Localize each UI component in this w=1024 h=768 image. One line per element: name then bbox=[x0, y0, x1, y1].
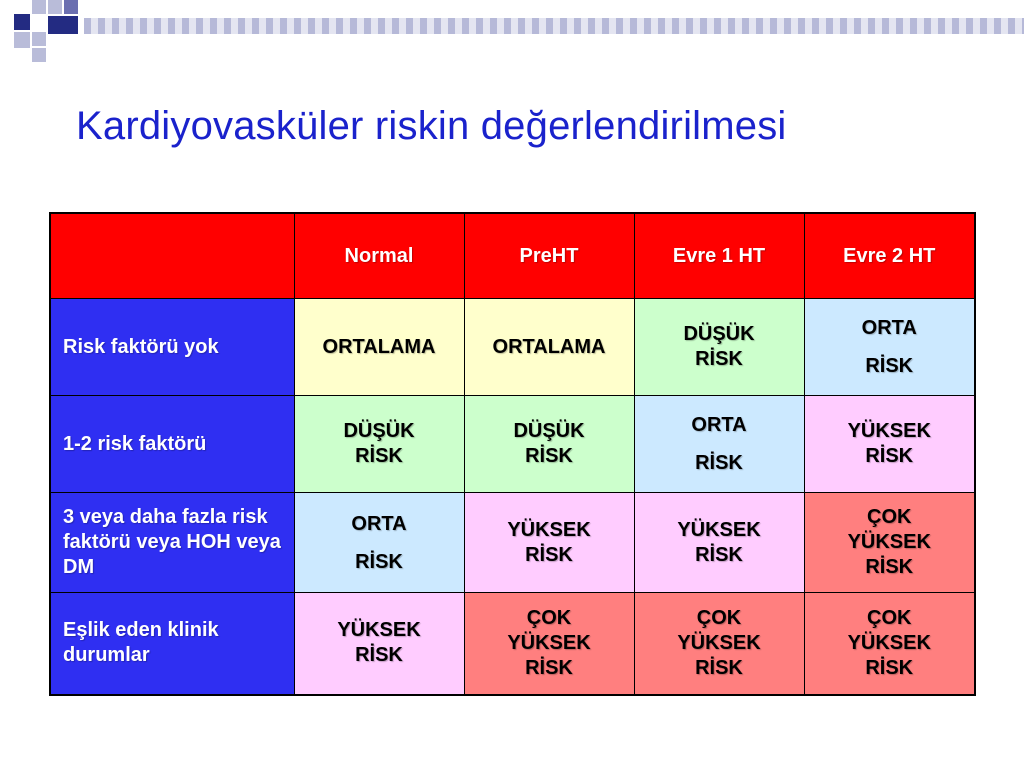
corner-square-decoration bbox=[32, 32, 46, 46]
risk-cell: YÜKSEK RİSK bbox=[804, 396, 975, 493]
table-row bbox=[50, 593, 975, 695]
risk-cell: ORTALAMA bbox=[294, 299, 464, 396]
risk-cell: ORTA RİSK bbox=[804, 299, 975, 396]
header-cell-evre2: Evre 2 HT bbox=[804, 213, 975, 299]
corner-square-decoration bbox=[32, 48, 46, 62]
risk-cell: ORTALAMA bbox=[464, 299, 634, 396]
table-row bbox=[50, 299, 975, 396]
header-cell-empty bbox=[50, 213, 294, 299]
risk-cell: YÜKSEK RİSK bbox=[464, 493, 634, 593]
header-cell-normal: Normal bbox=[294, 213, 464, 299]
row-label: 3 veya daha fazla risk faktörü veya HOH veya DM bbox=[50, 493, 294, 593]
risk-cell: YÜKSEK RİSK bbox=[294, 593, 464, 695]
risk-cell: ÇOK YÜKSEK RİSK bbox=[804, 593, 975, 695]
row-label: Eşlik eden klinik durumlar bbox=[50, 593, 294, 695]
corner-square-decoration bbox=[14, 32, 30, 48]
risk-cell: ÇOK YÜKSEK RİSK bbox=[464, 593, 634, 695]
table-row bbox=[50, 396, 975, 493]
corner-square-decoration bbox=[48, 16, 78, 34]
table-row bbox=[50, 493, 975, 593]
corner-square-decoration bbox=[14, 14, 30, 30]
header-stripe-decoration bbox=[84, 18, 1024, 34]
row-label: 1-2 risk faktörü bbox=[50, 396, 294, 493]
risk-cell: DÜŞÜK RİSK bbox=[634, 299, 804, 396]
risk-table bbox=[49, 212, 976, 696]
risk-cell: ORTA RİSK bbox=[634, 396, 804, 493]
corner-square-decoration bbox=[48, 0, 62, 14]
corner-square-decoration bbox=[32, 0, 46, 14]
risk-cell: ÇOK YÜKSEK RİSK bbox=[804, 493, 975, 593]
row-label: Risk faktörü yok bbox=[50, 299, 294, 396]
risk-cell: YÜKSEK RİSK bbox=[634, 493, 804, 593]
risk-cell: ÇOK YÜKSEK RİSK bbox=[634, 593, 804, 695]
corner-square-decoration bbox=[64, 0, 78, 14]
risk-cell: ORTA RİSK bbox=[294, 493, 464, 593]
slide-title: Kardiyovasküler riskin değerlendirilmesi bbox=[76, 104, 787, 148]
risk-cell: DÜŞÜK RİSK bbox=[464, 396, 634, 493]
risk-cell: DÜŞÜK RİSK bbox=[294, 396, 464, 493]
header-cell-preht: PreHT bbox=[464, 213, 634, 299]
header-cell-evre1: Evre 1 HT bbox=[634, 213, 804, 299]
table-header-row bbox=[50, 213, 975, 299]
